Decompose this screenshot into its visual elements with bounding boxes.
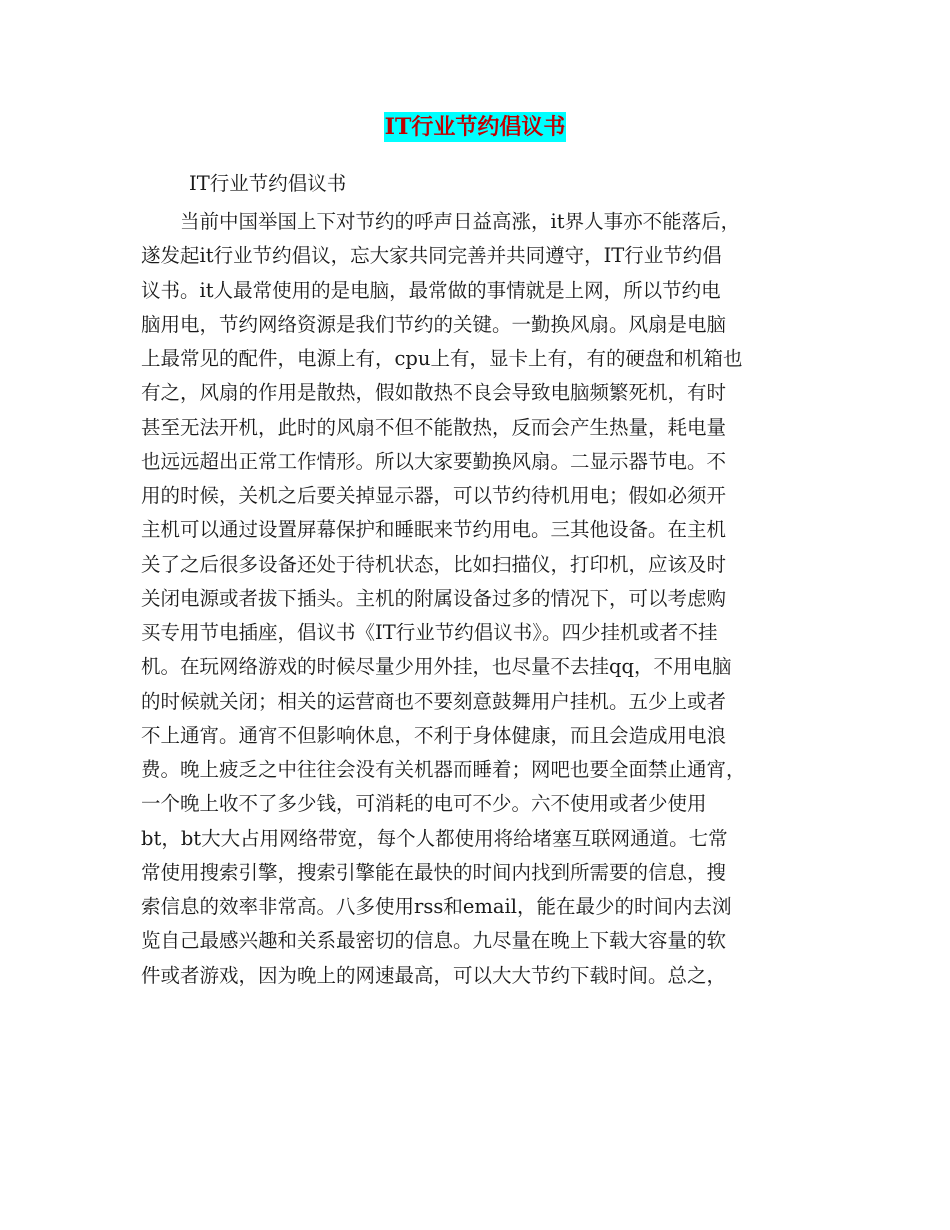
body-line: 上最常见的配件，电源上有，cpu上有，显卡上有，有的硬盘和机箱也 — [141, 347, 743, 370]
document-body — [141, 205, 821, 993]
body-line: 买专用节电插座，倡议书《IT行业节约倡议书》。四少挂机或者不挂 — [141, 621, 718, 644]
body-line: 常使用搜索引擎，搜索引擎能在最快的时间内找到所需要的信息，搜 — [141, 860, 727, 884]
body-line: 件或者游戏，因为晚上的网速最高，可以大大节约下载时间。总之， — [141, 963, 727, 987]
body-line: 脑用电，节约网络资源是我们节约的关键。一勤换风扇。风扇是电脑 — [141, 312, 727, 336]
body-line: 费。晚上疲乏之中往往会没有关机器而睡着；网吧也要全面禁止通宵， — [141, 758, 746, 781]
body-line: 索信息的效率非常高。八多使用rss和email，能在最少的时间内去浏 — [141, 895, 732, 918]
title-container — [0, 112, 950, 142]
body-line: bt，bt大大占用网络带宽，每个人都使用将给堵塞互联网通道。七常 — [141, 826, 728, 850]
document-subtitle: IT行业节约倡议书 — [189, 172, 347, 195]
body-line: 机。在玩网络游戏的时候尽量少用外挂，也尽量不去挂qq，不用电脑 — [141, 655, 732, 679]
body-line: 也远远超出正常工作情形。所以大家要勤换风扇。二显示器节电。不 — [141, 449, 727, 473]
body-line: 议书。it人最常使用的是电脑，最常做的事情就是上网，所以节约电 — [141, 278, 721, 302]
body-line: 甚至无法开机，此时的风扇不但不能散热，反而会产生热量，耗电量 — [141, 415, 727, 439]
body-line: 主机可以通过设置屏幕保护和睡眠来节约用电。三其他设备。在主机 — [141, 518, 727, 542]
document-title: IT行业节约倡议书 — [384, 114, 566, 140]
body-line: 览自己最感兴趣和关系最密切的信息。九尽量在晚上下载大容量的软 — [141, 929, 727, 953]
body-line: 关闭电源或者拔下插头。主机的附属设备过多的情况下，可以考虑购 — [141, 586, 727, 610]
body-line: 关了之后很多设备还处于待机状态，比如扫描仪，打印机，应该及时 — [141, 552, 727, 576]
body-line: 遂发起it行业节约倡议，忘大家共同完善并共同遵守，IT行业节约倡 — [141, 244, 722, 268]
body-line: 当前中国举国上下对节约的呼声日益高涨，it界人事亦不能落后， — [141, 210, 741, 233]
body-line: 一个晚上收不了多少钱，可消耗的电可不少。六不使用或者少使用 — [141, 792, 707, 816]
body-line: 用的时候，关机之后要关掉显示器，可以节约待机用电；假如必须开 — [141, 484, 727, 507]
body-line: 不上通宵。通宵不但影响休息，不利于身体健康，而且会造成用电浪 — [141, 723, 727, 747]
body-line: 的时候就关闭；相关的运营商也不要刻意鼓舞用户挂机。五少上或者 — [141, 689, 727, 713]
body-line: 有之，风扇的作用是散热，假如散热不良会导致电脑频繁死机，有时 — [141, 381, 727, 405]
